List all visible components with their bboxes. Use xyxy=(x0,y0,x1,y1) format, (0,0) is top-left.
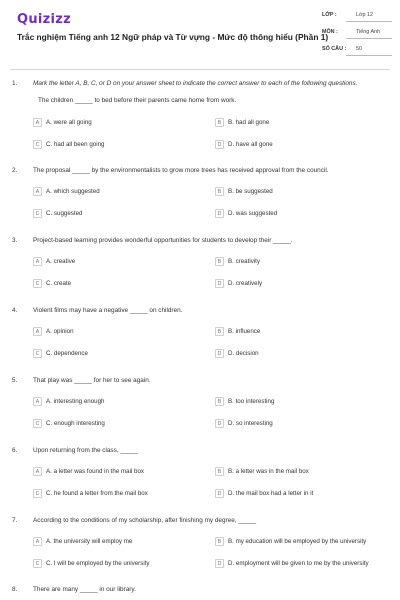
option-letter-box: C xyxy=(33,140,42,149)
option-text: B. too interesting xyxy=(228,398,275,405)
option-text: D. so interesting xyxy=(228,420,273,427)
option-text: A. a letter was found in the mail box xyxy=(46,468,145,475)
question-number: 1. xyxy=(12,80,18,87)
option-letter-box: D xyxy=(215,419,224,428)
question-number: 7. xyxy=(12,517,18,524)
option-letter-box: C xyxy=(33,349,42,358)
option-letter-box: D xyxy=(215,140,224,149)
option-letter-box: A xyxy=(33,397,42,406)
option-letter-box: A xyxy=(33,467,42,476)
meta-subject-label: MÔN : xyxy=(322,29,338,35)
option-letter-box: A xyxy=(33,257,42,266)
option-text: C. create xyxy=(46,280,72,287)
question-text: There are many _____ in our library. xyxy=(33,586,136,593)
meta-subject xyxy=(322,27,392,40)
quiz-meta xyxy=(322,10,392,61)
option-letter-box: C xyxy=(33,559,42,568)
question-text: According to the conditions of my scholarship, after finishing my degree, _____ xyxy=(33,517,257,524)
option-text: C. had all been going xyxy=(46,141,105,148)
option-text: B. had all gone xyxy=(228,119,270,126)
option-text: B. influence xyxy=(228,328,261,335)
option-letter-box: B xyxy=(215,118,224,127)
option-letter-box: B xyxy=(215,537,224,546)
option-text: C. I will be employed by the university xyxy=(46,560,150,567)
option-letter-box: B xyxy=(215,187,224,196)
option-letter-box: B xyxy=(215,257,224,266)
option-text: D. have all gone xyxy=(228,141,273,148)
option-letter-box: C xyxy=(33,279,42,288)
option-text: D. employment will be given to me by the university xyxy=(228,560,369,567)
question-number: 6. xyxy=(12,447,18,454)
option-letter-box: D xyxy=(215,279,224,288)
option-letter-box: A xyxy=(33,327,42,336)
option-text: C. dependence xyxy=(46,350,88,357)
option-letter-box: C xyxy=(33,209,42,218)
option-text: A. opinion xyxy=(46,328,74,335)
option-letter-box: B xyxy=(215,327,224,336)
question-text: Violent films may have a negative _____ on children. xyxy=(33,307,183,314)
option-letter-box: D xyxy=(215,209,224,218)
question-text: Project-based learning provides wonderful opportunities for students to develop their _____. xyxy=(33,237,293,244)
question-instruction: Mark the letter A, B, C, or D on your answer sheet to indicate the correct answer to each of the following questions. xyxy=(33,80,358,87)
option-text: C. he found a letter from the mail box xyxy=(46,490,148,497)
question-number: 4. xyxy=(12,307,18,314)
question-text: The proposal _____ by the environmentalists to grow more trees has received approval from the council. xyxy=(33,167,329,174)
option-text: C. enough interesting xyxy=(46,420,105,427)
option-letter-box: C xyxy=(33,489,42,498)
option-text: D. was suggested xyxy=(228,210,278,217)
option-text: A. were all going xyxy=(46,119,92,126)
option-text: A. creative xyxy=(46,258,76,265)
option-text: B. a letter was in the mail box xyxy=(228,468,309,475)
option-text: B. my education will be employed by the university xyxy=(228,538,367,545)
option-letter-box: D xyxy=(215,349,224,358)
meta-grade-label: LỚP : xyxy=(322,12,337,18)
question-number: 2. xyxy=(12,167,18,174)
meta-subject-value: Tiếng Anh xyxy=(346,27,392,39)
option-letter-box: D xyxy=(215,559,224,568)
option-text: D. the mail box had a letter in it xyxy=(228,490,314,497)
header-divider xyxy=(10,69,390,70)
question-text: That play was _____ for her to see again. xyxy=(33,377,151,384)
option-letter-box: A xyxy=(33,118,42,127)
option-letter-box: D xyxy=(215,489,224,498)
option-text: A. the university will employ me xyxy=(46,538,133,545)
question-number: 5. xyxy=(12,377,18,384)
quiz-title: Trắc nghiệm Tiếng anh 12 Ngữ pháp và Từ vựng - Mức độ thông hiểu (Phần 1) xyxy=(17,32,329,42)
option-letter-box: C xyxy=(33,419,42,428)
meta-grade xyxy=(322,10,392,23)
option-letter-box: A xyxy=(33,187,42,196)
meta-count-value: 50 xyxy=(346,44,392,56)
option-letter-box: A xyxy=(33,537,42,546)
option-text: D. decision xyxy=(228,350,259,357)
option-text: D. creatively xyxy=(228,280,263,287)
question-number: 3. xyxy=(12,237,18,244)
option-text: A. which suggested xyxy=(46,188,100,195)
question-text: Upon returning from the class, _____ xyxy=(33,447,139,454)
question-text: The children _____ to bed before their parents came home from work. xyxy=(38,97,237,104)
quizizz-logo: Quizizz xyxy=(17,12,72,27)
option-text: B. creativity xyxy=(228,258,260,265)
option-text: B. be suggested xyxy=(228,188,273,195)
question-number: 8. xyxy=(12,586,18,593)
option-text: A. interesting enough xyxy=(46,398,105,405)
option-text: C. suggested xyxy=(46,210,83,217)
meta-count xyxy=(322,44,392,57)
meta-grade-value: Lớp 12 xyxy=(346,10,392,22)
option-letter-box: B xyxy=(215,397,224,406)
option-letter-box: B xyxy=(215,467,224,476)
meta-count-label: SỐ CÂU : xyxy=(322,46,347,52)
worksheet-header xyxy=(0,0,400,60)
